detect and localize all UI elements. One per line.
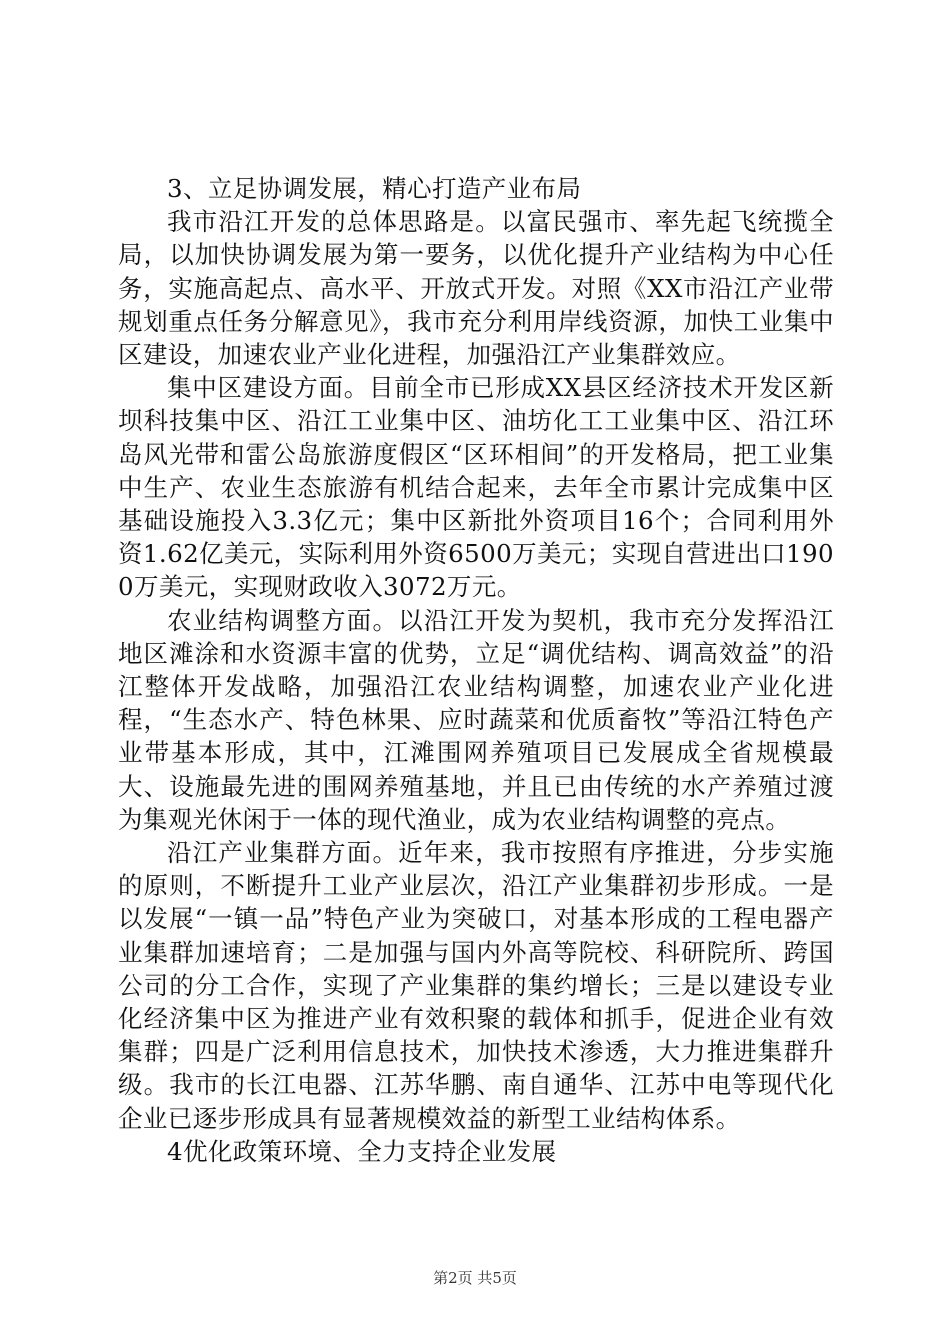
paragraph-overall-strategy: 我市沿江开发的总体思路是。以富民强市、率先起飞统揽全局，以加快协调发展为第一要务，以优化提升产业结构为中心任务，实施高起点、高水平、开放式开发。对照《XX市沿江产业带规划重点任务分解意见》，我市充分利用岸线资源，加快工业集中区建设，加速农业产业化进程，加强沿江产业集群效应。 bbox=[118, 207, 834, 370]
section-heading-4: 4优化政策环境、全力支持企业发展 bbox=[167, 1136, 557, 1166]
document-body bbox=[118, 172, 834, 1168]
paragraph-agriculture: 农业结构调整方面。以沿江开发为契机，我市充分发挥沿江地区滩涂和水资源丰富的优势，立足“调优结构、调高效益”的沿江整体开发战略，加强沿江农业结构调整，加速农业产业化进程，“生态水产、特色林果、应时蔬菜和优质畜牧”等沿江特色产业带基本形成，其中，江滩围网养殖项目已发展成全省规模最大、设施最先进的围网养殖基地，并且已由传统的水产养殖过渡为集观光休闲于一体的现代渔业，成为农业结构调整的亮点。 bbox=[118, 605, 834, 834]
section-heading-3: 3、立足协调发展，精心打造产业布局 bbox=[167, 174, 582, 203]
page-number: 第2页 共5页 bbox=[433, 1269, 517, 1287]
paragraph-industrial-zones: 集中区建设方面。目前全市已形成XX县区经济技术开发区新坝科技集中区、沿江工业集中区、油坊化工工业集中区、沿江环岛风光带和雷公岛旅游度假区“区环相间”的开发格局，把工业集中生产、农业生态旅游有机结合起来，去年全市累计完成集中区基础设施投入3.3亿元；集中区新批外资项目16个；合同利用外资1.62亿美元，实际利用外资6500万美元；实现自营进出口1900万美元，实现财政收入3072万元。 bbox=[118, 373, 834, 602]
paragraph-industry-cluster: 沿江产业集群方面。近年来，我市按照有序推进，分步实施的原则，不断提升工业产业层次，沿江产业集群初步形成。一是以发展“一镇一品”特色产业为突破口，对基本形成的工程电器产业集群加速培育；二是加强与国内外高等院校、科研院所、跨国公司的分工合作，实现了产业集群的集约增长；三是以建设专业化经济集中区为推进产业有效积聚的载体和抓手，促进企业有效集群；四是广泛利用信息技术，加快技术渗透，大力推进集群升级。我市的长江电器、江苏华鹏、南自通华、江苏中电等现代化企业已逐步形成具有显著规模效益的新型工业结构体系。 bbox=[118, 838, 834, 1133]
